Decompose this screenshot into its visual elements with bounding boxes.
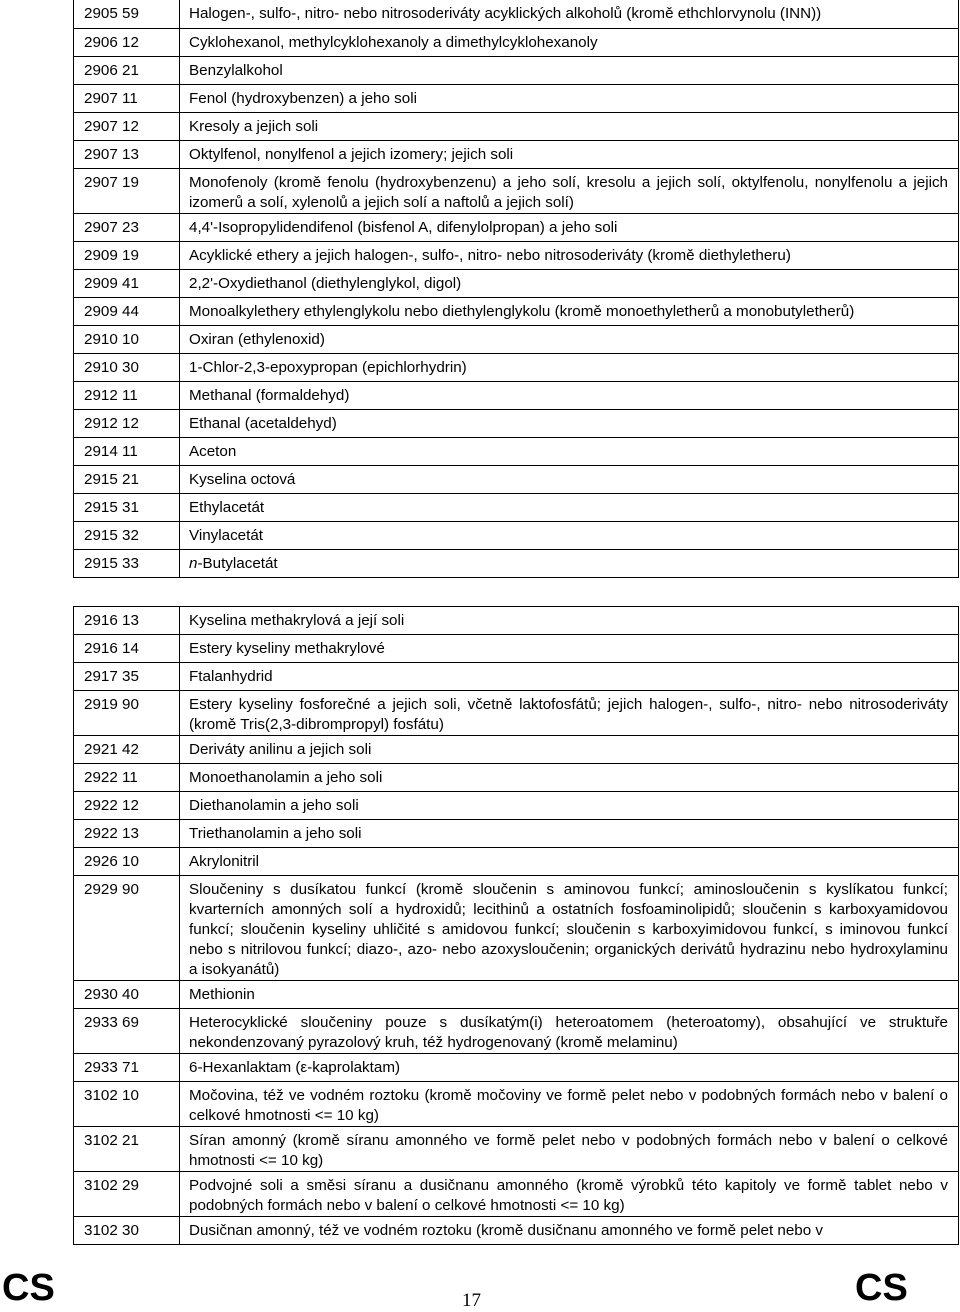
commodity-description: Síran amonný (kromě síranu amonného ve formě pelet nebo v podobných formách nebo v balení o celkové hmotnosti <= 10 kg) bbox=[180, 1127, 959, 1172]
commodity-table-lower bbox=[73, 606, 959, 1245]
commodity-description: Podvojné soli a směsi síranu a dusičnanu amonného (kromě výrobků této kapitoly ve formě tablet nebo v podobných formách nebo v balení o celkové hmotnosti <= 10 kg) bbox=[180, 1172, 959, 1217]
commodity-code: 2906 12 bbox=[74, 28, 180, 56]
commodity-table-upper bbox=[73, 0, 959, 578]
description-text: -Butylacetát bbox=[197, 554, 278, 572]
commodity-description: Oxiran (ethylenoxid) bbox=[180, 325, 959, 353]
commodity-description: Fenol (hydroxybenzen) a jeho soli bbox=[180, 84, 959, 112]
commodity-code: 2921 42 bbox=[74, 736, 180, 764]
table-row bbox=[74, 493, 959, 521]
commodity-code: 2915 31 bbox=[74, 493, 180, 521]
language-code-right: CS bbox=[855, 1267, 908, 1309]
commodity-description: Kyselina octová bbox=[180, 465, 959, 493]
commodity-description: Dusičnan amonný, též ve vodném roztoku (kromě dusičnanu amonného ve formě pelet nebo v bbox=[180, 1217, 959, 1245]
commodity-description: Monofenoly (kromě fenolu (hydroxybenzenu) a jeho solí, kresolu a jejich solí, oktylfenolu, nonylfenolu a jejich izomerů a solí, xylenolů a jejich solí a naftolů a jejich solí) bbox=[180, 168, 959, 213]
commodity-description: Akrylonitril bbox=[180, 848, 959, 876]
commodity-code: 2905 59 bbox=[74, 0, 180, 28]
table-row bbox=[74, 635, 959, 663]
table-row bbox=[74, 409, 959, 437]
table-row bbox=[74, 465, 959, 493]
commodity-description: Sloučeniny s dusíkatou funkcí (kromě sloučenin s aminovou funkcí; aminosloučenin s kyslíkatou funkcí; kvarterních amonných solí a hydroxidů; lecithinů a ostatních fosfoaminolipidů; sloučenin s karboxyamidovou funkcí; sloučenin kyseliny uhličité s amidovou funkcí; sloučenin s karboxyimidovou funkcí, s iminovou funkcí nebo s nitrilovou funkcí; diazo-, azo- nebo azoxysloučenin; organických derivátů hydrazinu nebo hydroxylaminu a isokyanátů) bbox=[180, 876, 959, 981]
commodity-description: Cyklohexanol, methylcyklohexanoly a dimethylcyklohexanoly bbox=[180, 28, 959, 56]
commodity-code: 2912 12 bbox=[74, 409, 180, 437]
italic-prefix: n bbox=[189, 554, 198, 572]
commodity-code: 2930 40 bbox=[74, 981, 180, 1009]
table-row bbox=[74, 1217, 959, 1245]
commodity-code: 3102 10 bbox=[74, 1082, 180, 1127]
commodity-code: 2916 14 bbox=[74, 635, 180, 663]
table-row bbox=[74, 663, 959, 691]
table-row bbox=[74, 1082, 959, 1127]
commodity-code: 3102 30 bbox=[74, 1217, 180, 1245]
commodity-description: Estery kyseliny methakrylové bbox=[180, 635, 959, 663]
commodity-code: 2922 12 bbox=[74, 792, 180, 820]
commodity-description: Monoalkylethery ethylenglykolu nebo diethylenglykolu (kromě monoethyletherů a monobutyletherů) bbox=[180, 297, 959, 325]
commodity-code: 2926 10 bbox=[74, 848, 180, 876]
commodity-code: 2910 10 bbox=[74, 325, 180, 353]
commodity-code: 2919 90 bbox=[74, 691, 180, 736]
commodity-description: Benzylalkohol bbox=[180, 56, 959, 84]
table-row bbox=[74, 848, 959, 876]
page-number: 17 bbox=[462, 1290, 481, 1311]
table-row bbox=[74, 112, 959, 140]
table-row bbox=[74, 691, 959, 736]
commodity-code: 2929 90 bbox=[74, 876, 180, 981]
table-row bbox=[74, 437, 959, 465]
commodity-code: 2922 11 bbox=[74, 764, 180, 792]
commodity-code: 2914 11 bbox=[74, 437, 180, 465]
table-row bbox=[74, 736, 959, 764]
language-code-left: CS bbox=[2, 1267, 55, 1309]
commodity-description: Kyselina methakrylová a její soli bbox=[180, 607, 959, 635]
table-row bbox=[74, 325, 959, 353]
commodity-description: Methanal (formaldehyd) bbox=[180, 381, 959, 409]
table-row bbox=[74, 876, 959, 981]
table-row bbox=[74, 28, 959, 56]
table-row bbox=[74, 84, 959, 112]
table-row bbox=[74, 353, 959, 381]
commodity-description: 1-Chlor-2,3-epoxypropan (epichlorhydrin) bbox=[180, 353, 959, 381]
commodity-description: Acyklické ethery a jejich halogen-, sulfo-, nitro- nebo nitrosoderiváty (kromě diethyletheru) bbox=[180, 241, 959, 269]
table-row bbox=[74, 168, 959, 213]
commodity-code: 2933 69 bbox=[74, 1009, 180, 1054]
commodity-description bbox=[180, 549, 959, 577]
table-row bbox=[74, 140, 959, 168]
commodity-code: 2922 13 bbox=[74, 820, 180, 848]
commodity-code: 2917 35 bbox=[74, 663, 180, 691]
commodity-description: Kresoly a jejich soli bbox=[180, 112, 959, 140]
commodity-description: Aceton bbox=[180, 437, 959, 465]
commodity-code: 2933 71 bbox=[74, 1054, 180, 1082]
table-row bbox=[74, 269, 959, 297]
commodity-code: 2909 44 bbox=[74, 297, 180, 325]
commodity-description: 4,4'-Isopropylidendifenol (bisfenol A, difenylolpropan) a jeho soli bbox=[180, 213, 959, 241]
table-row bbox=[74, 0, 959, 28]
commodity-description: Ethylacetát bbox=[180, 493, 959, 521]
commodity-code: 3102 21 bbox=[74, 1127, 180, 1172]
table-row bbox=[74, 764, 959, 792]
commodity-code: 2916 13 bbox=[74, 607, 180, 635]
commodity-code: 2915 21 bbox=[74, 465, 180, 493]
table-row bbox=[74, 1172, 959, 1217]
table-row bbox=[74, 297, 959, 325]
table-row bbox=[74, 1009, 959, 1054]
table-row bbox=[74, 521, 959, 549]
table-row bbox=[74, 241, 959, 269]
commodity-code: 2907 11 bbox=[74, 84, 180, 112]
commodity-code: 2915 33 bbox=[74, 549, 180, 577]
commodity-description: Halogen-, sulfo-, nitro- nebo nitrosoderiváty acyklických alkoholů (kromě ethchlorvynolu (INN)) bbox=[180, 0, 959, 28]
table-row bbox=[74, 213, 959, 241]
commodity-code: 2915 32 bbox=[74, 521, 180, 549]
commodity-description: Deriváty anilinu a jejich soli bbox=[180, 736, 959, 764]
table-row bbox=[74, 1127, 959, 1172]
table-row bbox=[74, 607, 959, 635]
commodity-description: Diethanolamin a jeho soli bbox=[180, 792, 959, 820]
commodity-description: Monoethanolamin a jeho soli bbox=[180, 764, 959, 792]
commodity-description: 2,2'-Oxydiethanol (diethylenglykol, digol) bbox=[180, 269, 959, 297]
commodity-code: 2907 12 bbox=[74, 112, 180, 140]
commodity-description: Močovina, též ve vodném roztoku (kromě močoviny ve formě pelet nebo v podobných formách nebo v balení o celkové hmotnosti <= 10 kg) bbox=[180, 1082, 959, 1127]
table-row bbox=[74, 549, 959, 577]
commodity-description: Ftalanhydrid bbox=[180, 663, 959, 691]
table-row bbox=[74, 981, 959, 1009]
commodity-code: 2912 11 bbox=[74, 381, 180, 409]
commodity-description: Heterocyklické sloučeniny pouze s dusíkatým(i) heteroatomem (heteroatomy), obsahující ve struktuře nekondenzovaný pyrazolový kruh, též hydrogenovaný (kromě melaminu) bbox=[180, 1009, 959, 1054]
commodity-code: 2907 13 bbox=[74, 140, 180, 168]
commodity-code: 2910 30 bbox=[74, 353, 180, 381]
commodity-description: Methionin bbox=[180, 981, 959, 1009]
commodity-code: 2909 41 bbox=[74, 269, 180, 297]
commodity-code: 2907 19 bbox=[74, 168, 180, 213]
commodity-description: Triethanolamin a jeho soli bbox=[180, 820, 959, 848]
table-row bbox=[74, 56, 959, 84]
commodity-code: 2906 21 bbox=[74, 56, 180, 84]
table-row bbox=[74, 792, 959, 820]
table-row bbox=[74, 820, 959, 848]
table-row bbox=[74, 381, 959, 409]
commodity-description: Vinylacetát bbox=[180, 521, 959, 549]
commodity-code: 3102 29 bbox=[74, 1172, 180, 1217]
table-row bbox=[74, 1054, 959, 1082]
commodity-description: Ethanal (acetaldehyd) bbox=[180, 409, 959, 437]
commodity-description: Oktylfenol, nonylfenol a jejich izomery; jejich soli bbox=[180, 140, 959, 168]
commodity-description: 6-Hexanlaktam (ε-kaprolaktam) bbox=[180, 1054, 959, 1082]
commodity-description: Estery kyseliny fosforečné a jejich soli, včetně laktofosfátů; jejich halogen-, sulfo-, nitro- nebo nitrosoderiváty (kromě Tris(2,3-dibrompropyl) fosfátu) bbox=[180, 691, 959, 736]
commodity-code: 2909 19 bbox=[74, 241, 180, 269]
commodity-code: 2907 23 bbox=[74, 213, 180, 241]
